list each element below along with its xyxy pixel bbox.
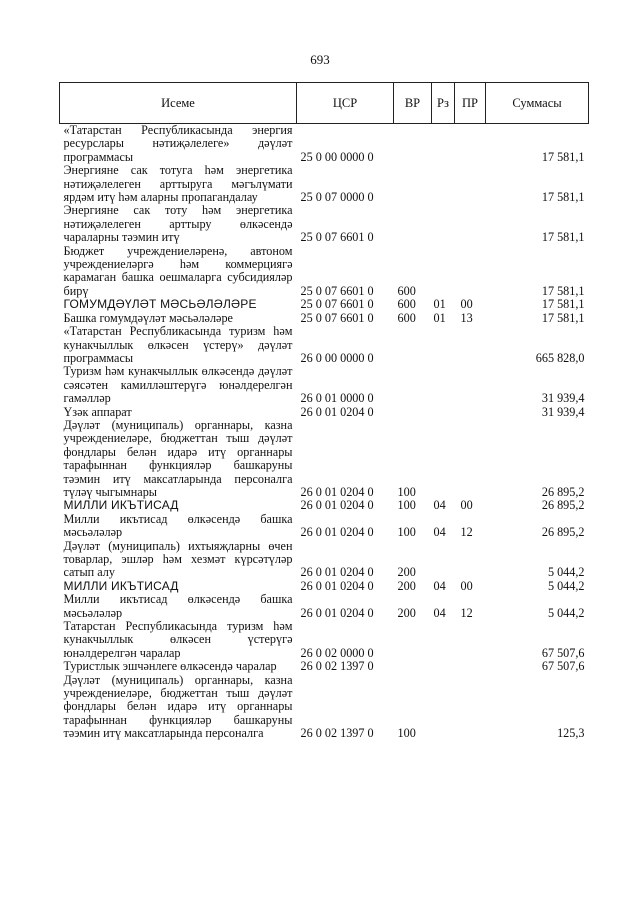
sum-cell: 17 581,1 — [541, 149, 585, 164]
page-number: 693 — [310, 52, 330, 67]
name-cell: Энергияне сак тоту һәм энергетика нәтиҗәлелеген арттыру өлкәсендә чараларны тәэмин итү — [63, 203, 293, 245]
table-row — [60, 660, 589, 673]
table-row — [60, 580, 589, 593]
csr-cell: 25 0 07 6601 0 — [300, 230, 374, 245]
table-row — [60, 674, 589, 741]
rz-cell: 04 — [433, 525, 446, 540]
vr-cell: 100 — [397, 525, 416, 540]
pr-cell: 00 — [460, 297, 473, 312]
sum-cell: 665 828,0 — [535, 350, 585, 365]
table-row — [60, 540, 589, 580]
rz-cell: 04 — [433, 578, 446, 593]
rz-cell: 04 — [433, 498, 446, 513]
pr-cell: 12 — [460, 605, 473, 620]
table-header — [60, 83, 589, 124]
csr-cell: 26 0 02 1397 0 — [300, 726, 374, 741]
name-cell: МИЛЛИ ИКЪТИСАД — [63, 498, 179, 513]
rz-cell: 01 — [433, 310, 446, 325]
vr-cell — [394, 620, 432, 660]
csr-cell: 25 0 00 0000 0 — [300, 149, 374, 164]
budget-table — [59, 82, 589, 741]
vr-cell — [394, 325, 432, 365]
pr-cell: 00 — [460, 498, 473, 513]
vr-cell: 100 — [397, 726, 416, 741]
pr-cell — [455, 245, 486, 299]
name-cell: Милли икътисад өлкәсендә башка мәсьәләләр — [63, 511, 293, 540]
vr-cell: 100 — [397, 498, 416, 513]
rz-cell — [432, 406, 455, 419]
csr-cell: 26 0 00 0000 0 — [300, 350, 374, 365]
vr-cell: 200 — [397, 578, 416, 593]
pr-cell — [455, 325, 486, 365]
sum-cell: 17 581,1 — [541, 190, 585, 205]
name-cell: Дәүләт (муниципаль) органнары, казна учреждениеләре, бюджеттан тыш дәүләт фондлары белән идарә итү органнары тарафыннан функцияләр башкаруны тәэмин итү максатларында персоналга түләү чыгымнары — [63, 417, 293, 499]
rz-cell — [432, 660, 455, 673]
header-rz: Рз — [432, 83, 455, 124]
sum-cell: 67 507,6 — [541, 659, 585, 674]
rz-cell — [432, 325, 455, 365]
name-cell: Энергияне сак тотуга һәм энергетика нәтиҗәлелеген арттыруга мәгълүмати ярдәм итү һәм аларны пропагандалау — [63, 163, 293, 205]
rz-cell — [432, 204, 455, 244]
name-cell: Туристлык эшчәнлеге өлкәсендә чаралар — [63, 659, 277, 674]
name-cell: «Татарстан Республикасында туризм һәм кунакчыллык өлкәсен үстерү» дәүләт программасы — [63, 324, 293, 365]
vr-cell — [394, 164, 432, 204]
table-row — [60, 164, 589, 204]
budget-table-container — [59, 82, 588, 741]
name-cell: Дәүләт (муниципаль) ихтыяҗларны өчен товарлар, эшләр һәм хезмәт күрсәтүләр сатып алу — [63, 538, 293, 580]
sum-cell: 31 939,4 — [541, 404, 585, 419]
sum-cell: 26 895,2 — [541, 498, 585, 513]
sum-cell: 67 507,6 — [541, 645, 585, 660]
pr-cell — [455, 365, 486, 405]
csr-cell: 25 0 07 0000 0 — [300, 190, 374, 205]
sum-cell: 17 581,1 — [541, 297, 585, 312]
sum-cell: 26 895,2 — [541, 525, 585, 540]
csr-cell: 26 0 01 0204 0 — [300, 498, 374, 513]
vr-cell — [394, 204, 432, 244]
rz-cell — [432, 245, 455, 299]
sum-cell: 5 044,2 — [547, 605, 585, 620]
header-row — [60, 83, 589, 124]
pr-cell — [455, 164, 486, 204]
name-cell: Туризм һәм кунакчыллык өлкәсендә дәүләт сәясәтен камилләштерүгә юнәлдерелгән гамәлләр — [63, 364, 293, 406]
pr-cell: 12 — [460, 525, 473, 540]
sum-cell: 31 939,4 — [541, 391, 585, 406]
sum-cell: 17 581,1 — [541, 310, 585, 325]
vr-cell: 600 — [397, 310, 416, 325]
csr-cell: 26 0 01 0000 0 — [300, 391, 374, 406]
name-cell: «Татарстан Республикасында энергия ресурслары нәтиҗәлелеге» дәүләт программасы — [63, 123, 293, 164]
table-row — [60, 312, 589, 325]
name-cell: Дәүләт (муниципаль) органнары, казна учреждениеләре, бюджеттан тыш дәүләт фондлары белән идарә итү органнары тарафыннан функцияләр башкаруны тәэмин итү максатларында персоналга — [63, 672, 293, 741]
vr-cell: 600 — [397, 283, 416, 298]
table-row — [60, 124, 589, 165]
sum-cell: 125,3 — [557, 726, 585, 741]
pr-cell — [455, 204, 486, 244]
csr-cell: 25 0 07 6601 0 — [300, 297, 374, 312]
table-row — [60, 419, 589, 499]
vr-cell — [394, 660, 432, 673]
vr-cell: 100 — [397, 484, 416, 499]
header-vr: ВР — [394, 83, 432, 124]
pr-cell — [455, 674, 486, 741]
rz-cell — [432, 540, 455, 580]
name-cell: Татарстан Республикасында туризм һәм кунакчыллык өлкәсен үстерүгә юнәлдерелгән чаралар — [63, 619, 293, 660]
csr-cell: 26 0 01 0204 0 — [300, 525, 374, 540]
name-cell: ГОМУМДӘҮЛӘТ МӘСЬӘЛӘЛӘРЕ — [63, 297, 257, 312]
table-body — [60, 124, 589, 741]
name-cell: МИЛЛИ ИКЪТИСАД — [63, 578, 179, 593]
name-cell: Милли икътисад өлкәсендә башка мәсьәләләр — [63, 592, 293, 620]
sum-cell: 26 895,2 — [541, 484, 585, 499]
header-sum: Суммасы — [486, 83, 589, 124]
vr-cell: 200 — [397, 605, 416, 620]
pr-cell — [455, 419, 486, 499]
rz-cell — [432, 124, 455, 165]
csr-cell: 26 0 01 0204 0 — [300, 404, 374, 419]
rz-cell — [432, 164, 455, 204]
csr-cell: 26 0 02 1397 0 — [300, 659, 374, 674]
vr-cell — [394, 406, 432, 419]
sum-cell: 5 044,2 — [547, 578, 585, 593]
name-cell: Бюджет учреждениеләренә, автоном учреждениеләргә һәм коммерциягә карамаган башка оешмаларга субсидияләр бирү — [63, 243, 293, 298]
pr-cell: 13 — [460, 310, 473, 325]
pr-cell — [455, 660, 486, 673]
table-row — [60, 325, 589, 365]
sum-cell: 17 581,1 — [541, 230, 585, 245]
csr-cell: 26 0 01 0204 0 — [300, 578, 374, 593]
pr-cell: 00 — [460, 578, 473, 593]
table-row — [60, 365, 589, 405]
rz-cell — [432, 620, 455, 660]
pr-cell — [455, 620, 486, 660]
sum-cell: 17 581,1 — [541, 283, 585, 298]
rz-cell — [432, 419, 455, 499]
pr-cell — [455, 406, 486, 419]
csr-cell: 26 0 01 0204 0 — [300, 565, 374, 580]
pr-cell — [455, 124, 486, 165]
table-row — [60, 499, 589, 512]
table-row — [60, 620, 589, 660]
csr-cell: 26 0 01 0204 0 — [300, 605, 374, 620]
vr-cell — [394, 124, 432, 165]
pr-cell — [455, 540, 486, 580]
csr-cell: 25 0 07 6601 0 — [300, 283, 374, 298]
rz-cell — [432, 674, 455, 741]
vr-cell: 600 — [397, 297, 416, 312]
table-row — [60, 204, 589, 244]
rz-cell: 01 — [433, 297, 446, 312]
table-row — [60, 513, 589, 540]
table-row — [60, 298, 589, 311]
csr-cell: 26 0 01 0204 0 — [300, 484, 374, 499]
csr-cell: 26 0 02 0000 0 — [300, 645, 374, 660]
vr-cell: 200 — [397, 565, 416, 580]
rz-cell — [432, 365, 455, 405]
header-csr: ЦСР — [297, 83, 394, 124]
table-row — [60, 406, 589, 419]
header-pr: ПР — [455, 83, 486, 124]
name-cell: Башка гомумдәүләт мәсьәләләре — [63, 310, 233, 325]
sum-cell: 5 044,2 — [547, 565, 585, 580]
table-row — [60, 245, 589, 299]
name-cell: Үзәк аппарат — [63, 404, 132, 419]
table-row — [60, 593, 589, 620]
csr-cell: 25 0 07 6601 0 — [300, 310, 374, 325]
rz-cell: 04 — [433, 605, 446, 620]
vr-cell — [394, 365, 432, 405]
header-name: Исеме — [60, 83, 297, 124]
